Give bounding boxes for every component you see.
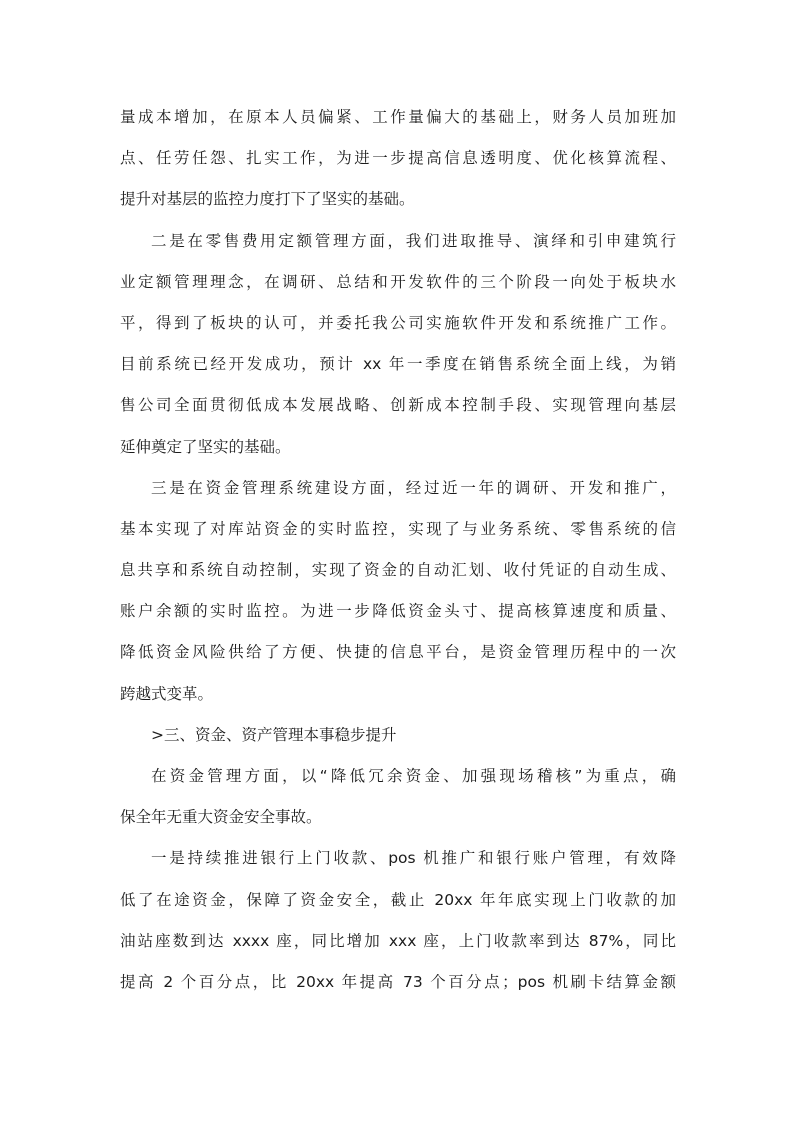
text-line: 提高 2 个百分点，比 20xx 年提高 73 个百分点；pos 机刷卡结算金额 — [120, 972, 676, 991]
text-line: 一是持续推进银行上门收款、pos 机推广和银行账户管理，有效降 — [151, 849, 676, 868]
text-line: 账户余额的实时监控。为进一步降低资金头寸、提高核算速度和质量、 — [120, 602, 676, 621]
text-line: 油站座数到达 xxxx 座，同比增加 xxx 座，上门收款率到达 87%，同比 — [120, 931, 676, 950]
text-line: 平，得到了板块的认可，并委托我公司实施软件开发和系统推广工作。 — [120, 313, 676, 332]
text-line: 三是在资金管理系统建设方面，经过近一年的调研、开发和推广， — [151, 478, 676, 497]
text-line: 息共享和系统自动控制，实现了资金的自动汇划、收付凭证的自动生成、 — [120, 561, 676, 580]
text-line: 点、任劳任怨、扎实工作，为进一步提高信息透明度、优化核算流程、 — [120, 149, 676, 168]
text-line: 提升对基层的监控力度打下了坚实的基础。 — [120, 190, 415, 209]
text-line: 延伸奠定了坚实的基础。 — [120, 437, 291, 456]
body-text — [120, 97, 676, 1003]
text-line: 售公司全面贯彻低成本发展战略、创新成本控制手段、实现管理向基层 — [120, 396, 676, 415]
text-line: 二是在零售费用定额管理方面，我们进取推导、演绎和引申建筑行 — [151, 231, 676, 250]
text-line: 降低资金风险供给了方便、快捷的信息平台，是资金管理历程中的一次 — [120, 643, 676, 662]
text-line: 目前系统已经开发成功，预计 xx 年一季度在销售系统全面上线，为销 — [120, 355, 676, 374]
text-line: 低了在途资金，保障了资金安全，截止 20xx 年年底实现上门收款的加 — [120, 890, 676, 909]
text-line: 在资金管理方面，以“降低冗余资金、加强现场稽核”为重点，确 — [151, 767, 676, 785]
text-line: 跨越式变革。 — [120, 684, 214, 703]
text-line: 量成本增加，在原本人员偏紧、工作量偏大的基础上，财务人员加班加 — [120, 108, 676, 126]
text-line: >三、资金、资产管理本事稳步提升 — [151, 725, 397, 744]
text-line: 基本实现了对库站资金的实时监控，实现了与业务系统、零售系统的信 — [120, 519, 676, 538]
text-line: 保全年无重大资金安全事故。 — [120, 808, 322, 827]
text-line: 业定额管理理念，在调研、总结和开发软件的三个阶段一向处于板块水 — [120, 272, 676, 291]
